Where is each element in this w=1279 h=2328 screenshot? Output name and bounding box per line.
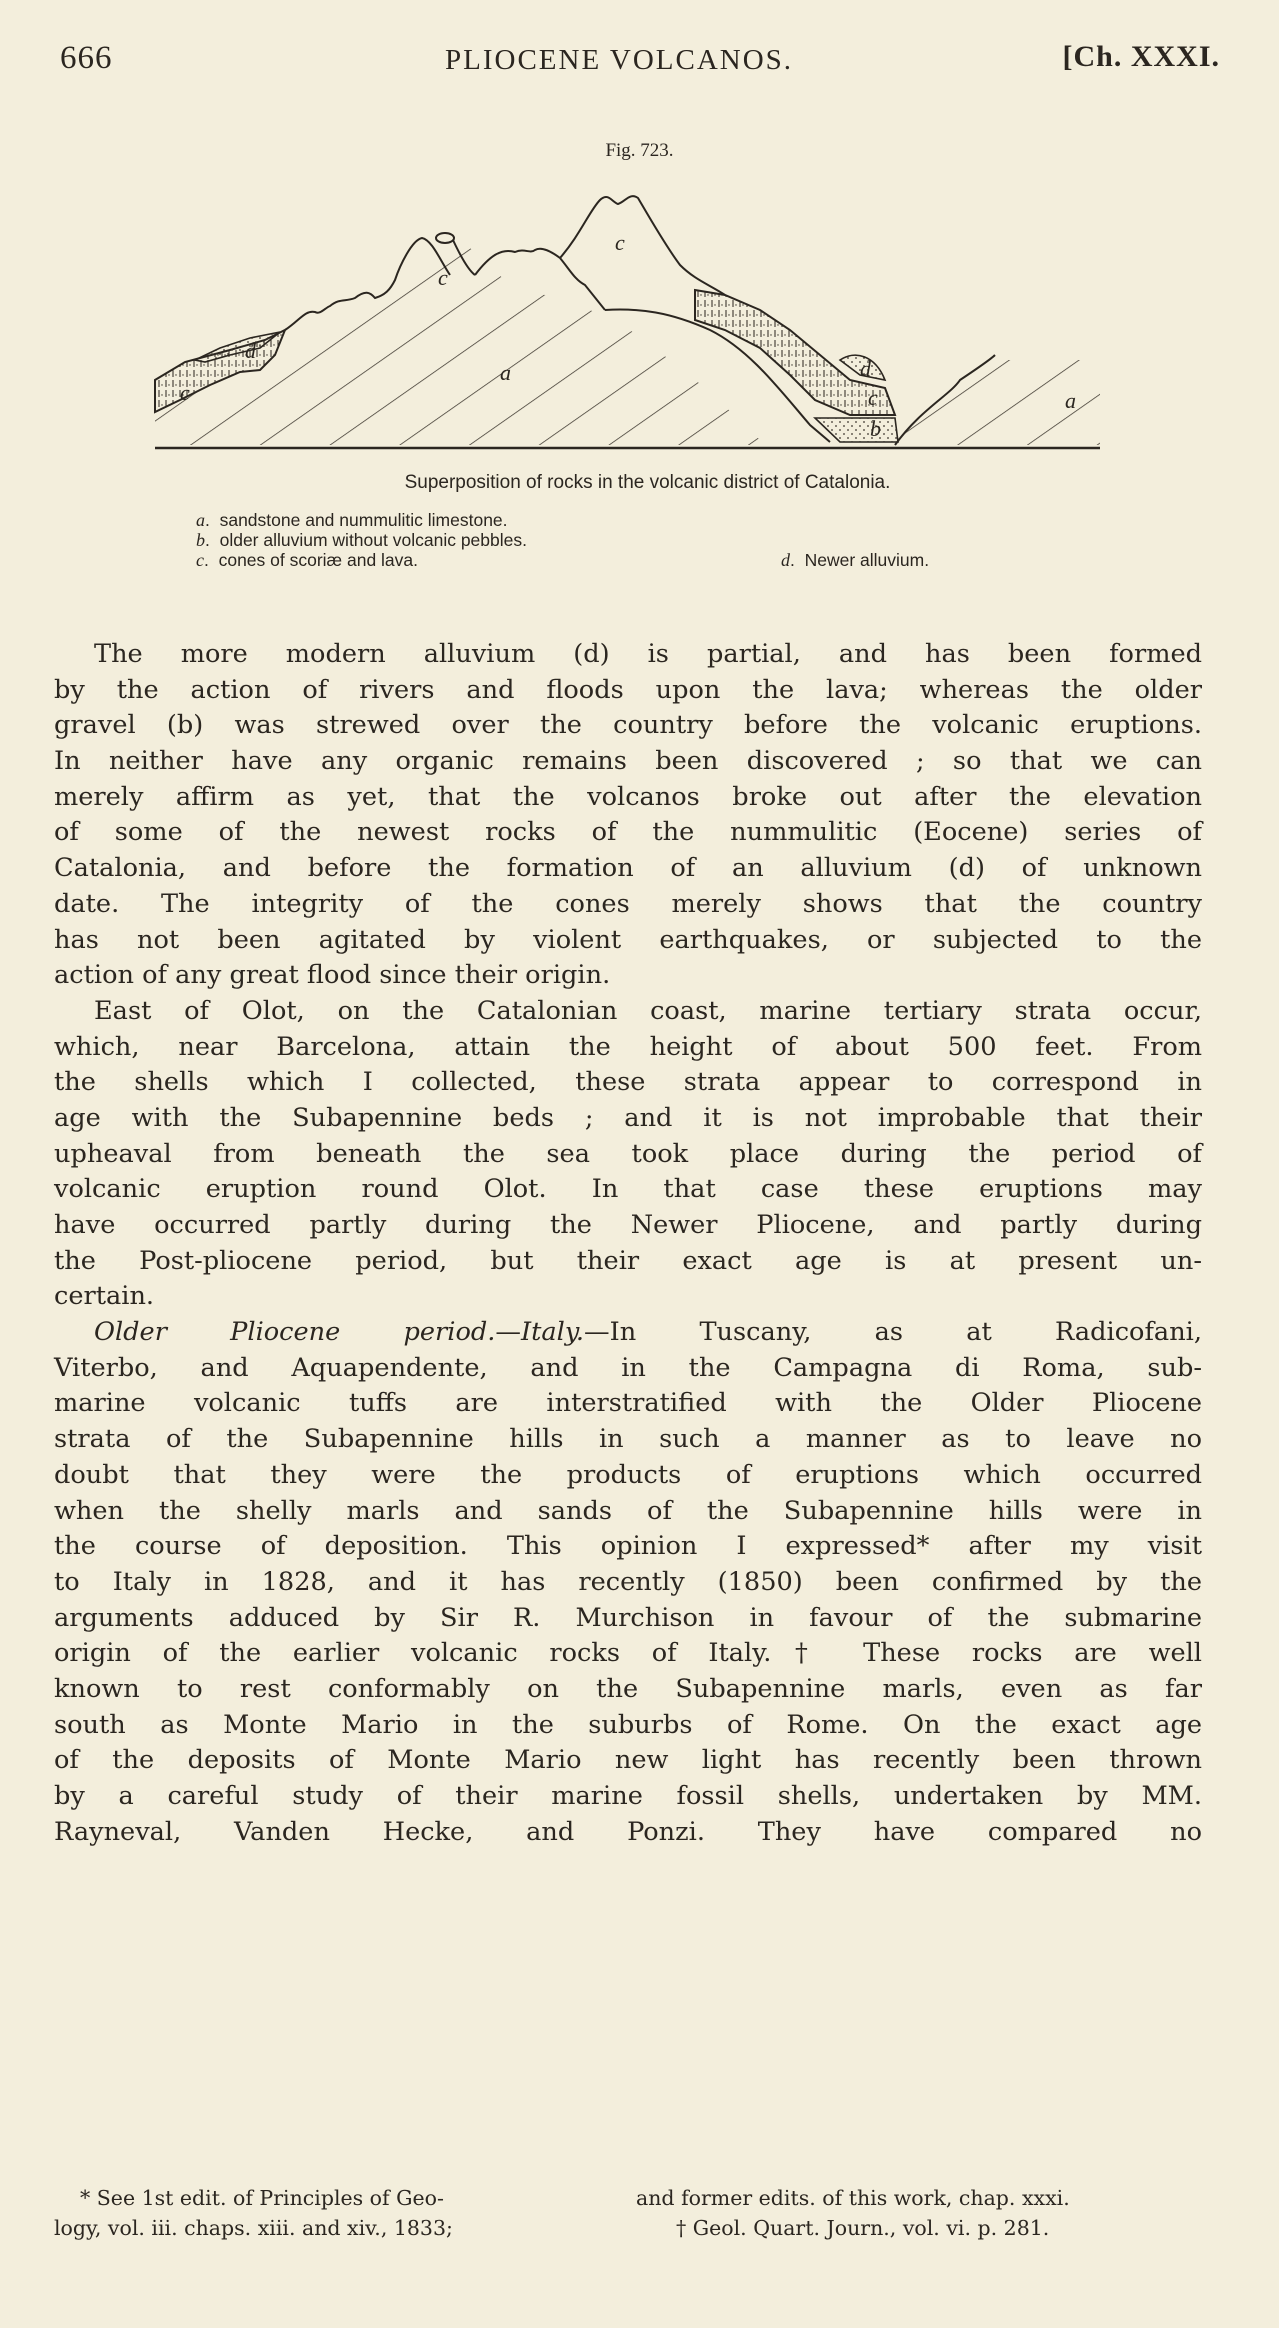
text-line: which, near Barcelona, attain the height of about 500 feet. From: [54, 1031, 1202, 1062]
text-line: date. The integrity of the cones merely shows that the country: [54, 888, 1202, 919]
text-line: action of any great flood since their origin.: [54, 960, 611, 991]
legend-item-d: d. Newer alluvium.: [781, 550, 930, 570]
running-head: [60, 40, 1220, 80]
text-line: age with the Subapennine beds ; and it is not improbable that their: [54, 1102, 1202, 1133]
text-line: In neither have any organic remains been discovered ; so that we can: [54, 746, 1202, 777]
text-line: Rayneval, Vanden Hecke, and Ponzi. They have compared no: [54, 1816, 1202, 1847]
text-line: when the shelly marls and sands of the Subapennine hills were in: [54, 1495, 1202, 1526]
text-line: doubt that they were the products of eruptions which occurred: [54, 1459, 1202, 1490]
italic-heading-place: Italy.: [520, 1317, 585, 1348]
lava-c-right: [695, 290, 895, 415]
footnote-column-right: [636, 2183, 1202, 2243]
text-line: of the deposits of Monte Mario new light has recently been thrown: [54, 1745, 1202, 1776]
figure-caption: Superposition of rocks in the volcanic district of Catalonia.: [404, 472, 891, 493]
text-line: by a careful study of their marine fossil shells, undertaken by MM.: [54, 1781, 1202, 1811]
label-c-left: c: [180, 380, 190, 405]
text-line: East of Olot, on the Catalonian coast, marine tertiary strata occur,: [94, 995, 1202, 1026]
text-line: the course of deposition. This opinion I expressed* after my visit: [54, 1531, 1202, 1562]
text-line: gravel (b) was strewed over the country before the volcanic eruptions.: [54, 710, 1202, 741]
text-line: south as Monte Mario in the suburbs of Rome. On the exact age: [54, 1709, 1202, 1740]
text-line: the Post-pliocene period, but their exact age is at present un-: [54, 1245, 1202, 1276]
cone-large-outline: [560, 196, 725, 295]
legend-item-a: a. sandstone and nummulitic limestone.: [196, 510, 508, 530]
footnote-line: † Geol. Quart. Journ., vol. vi. p. 281.: [676, 2216, 1050, 2240]
text-line: of some of the newest rocks of the nummulitic (Eocene) series of: [54, 817, 1202, 848]
crater-small: [436, 233, 454, 243]
text-line: The more modern alluvium (d) is partial, and has been formed: [94, 639, 1202, 669]
label-c-right: c: [868, 385, 878, 410]
label-b: b: [870, 416, 881, 441]
footnote-line: logy, vol. iii. chaps. xiii. and xiv., 1833;: [54, 2216, 453, 2240]
body-text: [54, 637, 1202, 1850]
text-line: have occurred partly during the Newer Pliocene, and partly during: [54, 1210, 1202, 1240]
text-line: Catalonia, and before the formation of an alluvium (d) of unknown: [54, 853, 1202, 884]
text-line: origin of the earlier volcanic rocks of Italy.† These rocks are well: [54, 1638, 1202, 1669]
italic-heading-period: Older Pliocene period.: [94, 1317, 496, 1348]
text-line: the shells which I collected, these strata appear to correspond in: [54, 1067, 1202, 1098]
text-line: by the action of rivers and floods upon the lava; whereas the older: [54, 674, 1202, 705]
running-title: PLIOCENE VOLCANOS.: [445, 44, 794, 76]
section-heading-line: Older Pliocene period.—Italy.—In Tuscany, as at Radicofani,: [94, 1317, 1202, 1348]
label-d-left: d: [245, 338, 256, 363]
footnote-line: and former edits. of this work, chap. xxxi.: [636, 2186, 1070, 2210]
geological-section-diagram: [150, 180, 1100, 455]
text-line: strata of the Subapennine hills in such a manner as to leave no: [54, 1424, 1202, 1455]
legend-item-b: b. older alluvium without volcanic pebbles.: [196, 530, 527, 550]
text-line: has not been agitated by violent earthquakes, or subjected to the: [54, 924, 1202, 955]
text-line: volcanic eruption round Olot. In that case these eruptions may: [54, 1174, 1202, 1205]
text-line: to Italy in 1828, and it has recently (1850) been confirmed by the: [54, 1566, 1202, 1597]
footnote-line: * See 1st edit. of Principles of Geo-: [80, 2186, 444, 2210]
text-line: Viterbo, and Aquapendente, and in the Campagna di Roma, sub-: [54, 1352, 1202, 1383]
legend-item-c: c. cones of scoriæ and lava. d. Newer alluvium.: [196, 550, 930, 570]
text-line: certain.: [54, 1281, 155, 1312]
label-a-main: a: [500, 360, 511, 385]
label-c-small: c: [438, 265, 448, 290]
text-line: known to rest conformably on the Subapennine marls, even as far: [54, 1673, 1202, 1704]
text-line: merely affirm as yet, that the volcanos broke out after the elevation: [54, 781, 1202, 812]
text-line: upheaval from beneath the sea took place during the period of: [54, 1138, 1202, 1169]
page-number: 666: [60, 40, 113, 76]
text-line: marine volcanic tuffs are interstratified with the Older Pliocene: [54, 1388, 1202, 1419]
footnote-column-left: [54, 2183, 594, 2243]
label-c-large: c: [615, 230, 625, 255]
text-line: arguments adduced by Sir R. Murchison in favour of the submarine: [54, 1602, 1202, 1633]
figure-legend: [196, 510, 1076, 570]
label-a-right: a: [1065, 388, 1076, 413]
figure-label: Fig. 723.: [605, 140, 674, 161]
alluvium-b: [815, 418, 898, 442]
chapter-reference: [Ch. XXXI.: [1062, 40, 1220, 73]
label-d-right: d: [860, 356, 871, 381]
